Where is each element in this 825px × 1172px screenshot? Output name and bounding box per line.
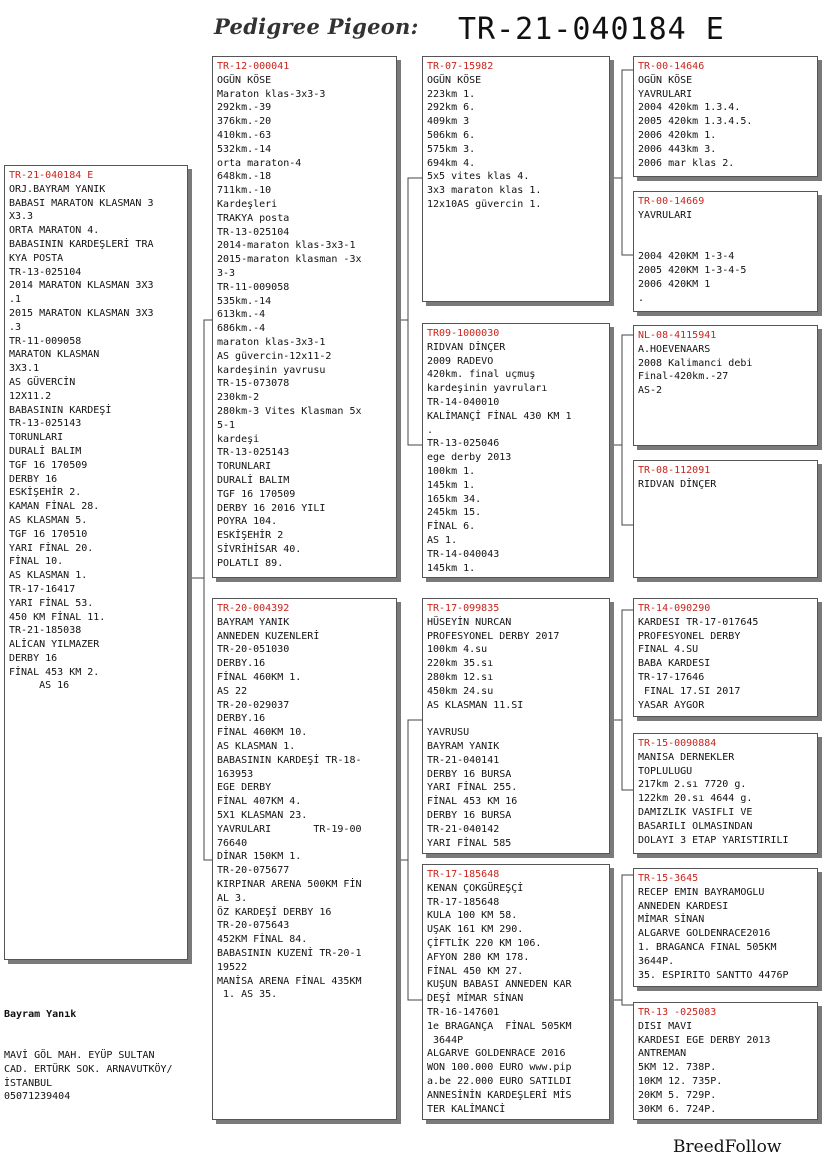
detail-line: 2004 420KM 1-3-4 xyxy=(638,251,735,263)
detail-line: TR-17-185648 xyxy=(427,896,500,908)
detail-line: MARATON KLASMAN xyxy=(9,349,100,361)
detail-line: 3X3.1 xyxy=(9,363,40,375)
ggp7-details xyxy=(638,886,813,983)
detail-line: RECEP EMIN BAYRAMOGLU xyxy=(638,886,765,898)
ggp8-ring-number: TR-13 -025083 xyxy=(638,1007,717,1018)
detail-line: MİMAR SİNAN xyxy=(638,914,705,926)
sire-sire-details xyxy=(427,74,605,212)
detail-line: TR-11-009058 xyxy=(9,335,82,347)
detail-line: FINAL 4.SU xyxy=(638,644,699,656)
detail-line: 2006 443km 3. xyxy=(638,143,717,155)
detail-line: FİNAL 453 KM 16 xyxy=(427,796,518,808)
detail-line: 05071239404 xyxy=(4,1091,71,1103)
detail-line: BASARILI OLMASINDAN xyxy=(638,820,753,832)
detail-line: DERBY 16 xyxy=(9,473,58,485)
detail-line: BABA KARDESI xyxy=(638,658,711,670)
detail-line: kardeşi xyxy=(217,433,260,445)
detail-line: .3 xyxy=(9,321,22,333)
great-grandparent-card-2 xyxy=(633,191,818,312)
detail-line: AS 1. xyxy=(427,534,458,546)
detail-line: TGF 16 170509 xyxy=(9,459,88,471)
detail-line: 165km 34. xyxy=(427,493,482,505)
detail-line: FINAL 17.SI 2017 xyxy=(638,685,741,697)
detail-line: TR-13-025046 xyxy=(427,438,500,450)
detail-line: DERBY 16 BURSA xyxy=(427,768,512,780)
sire-card xyxy=(212,56,397,578)
detail-line: AL 3. xyxy=(217,892,248,904)
detail-line: TGF 16 170510 xyxy=(9,528,88,540)
detail-line: HÜSEYİN NURCAN xyxy=(427,616,512,628)
detail-line: SİVRİHİSAR 40. xyxy=(217,543,302,555)
dam-details xyxy=(217,616,392,1002)
detail-line: AS KLASMAN 1. xyxy=(9,570,88,582)
detail-line: AS güvercin-12x11-2 xyxy=(217,350,332,362)
detail-line: Final-420km.-27 xyxy=(638,371,729,383)
detail-line: 2004 420km 1.3.4. xyxy=(638,102,741,114)
detail-line: ORTA MARATON 4. xyxy=(9,225,100,237)
subject-ring-number: TR-21-040184 E xyxy=(9,170,94,181)
detail-line: TR-15-073078 xyxy=(217,378,290,390)
dam-dam-ring-number: TR-17-185648 xyxy=(427,869,500,880)
ggp5-details xyxy=(638,616,813,713)
detail-line: FİNAL 453 KM 2. xyxy=(9,666,100,678)
detail-line: FİNAL 460KM 1. xyxy=(217,671,302,683)
detail-line: ESKİŞEHİR 2 xyxy=(217,530,284,542)
detail-line: TR-11-009058 xyxy=(217,281,290,293)
detail-line: OGÜN KÖSE xyxy=(427,74,482,86)
detail-line: KYA POSTA xyxy=(9,252,64,264)
detail-line: 3-3 xyxy=(217,267,236,279)
detail-line: KUŞUN BABASI ANNEDEN KAR xyxy=(427,979,572,991)
detail-line: 5-1 xyxy=(217,419,236,431)
detail-line: 220km 35.sı xyxy=(427,658,494,670)
detail-line: İSTANBUL xyxy=(4,1077,53,1089)
owner-contact xyxy=(4,980,173,1118)
detail-line: TR-20-075643 xyxy=(217,920,290,932)
detail-line: PROFESYONEL DERBY xyxy=(638,630,741,642)
detail-line xyxy=(638,236,813,250)
detail-line: FİNAL 6. xyxy=(427,521,476,533)
detail-line: KULA 100 KM 58. xyxy=(427,910,518,922)
detail-line: WON 100.000 EURO www.pip xyxy=(427,1062,572,1074)
detail-line: KALİMANÇİ FİNAL 430 KM 1 xyxy=(427,410,572,422)
subject-details xyxy=(9,183,183,693)
detail-line: 1. AS 35. xyxy=(217,989,278,1001)
detail-line: TR-17-17646 xyxy=(638,671,705,683)
detail-line: MANİSA ARENA FİNAL 435KM xyxy=(217,975,362,987)
dam-card xyxy=(212,598,397,1120)
detail-line: 711km.-10 xyxy=(217,185,272,197)
detail-line: 694km 4. xyxy=(427,157,476,169)
detail-line: TR-16-147601 xyxy=(427,1006,500,1018)
detail-line: 163953 xyxy=(217,768,254,780)
detail-line: 506km 6. xyxy=(427,129,476,141)
dam-sire-card xyxy=(422,598,610,854)
detail-line: ANNESİNİN KARDEŞLERİ MİS xyxy=(427,1089,572,1101)
detail-line xyxy=(638,223,813,237)
detail-line: kardeşinin yavrusu xyxy=(217,364,326,376)
detail-line: TR-13-025143 xyxy=(9,418,82,430)
detail-line: TORUNLARI xyxy=(217,461,272,473)
detail-line: POYRA 104. xyxy=(217,516,278,528)
detail-line: 30KM 6. 724P. xyxy=(638,1103,717,1115)
detail-line: DERBY.16 xyxy=(217,713,266,725)
detail-line: 10KM 12. 735P. xyxy=(638,1075,723,1087)
detail-line: AS 22 xyxy=(217,685,248,697)
detail-line: X3.3 xyxy=(9,211,34,223)
detail-line: 686km.-4 xyxy=(217,323,266,335)
detail-line: YARI FİNAL 20. xyxy=(9,542,94,554)
ggp6-details xyxy=(638,751,813,848)
detail-line: 2015-maraton klasman -3x xyxy=(217,254,362,266)
detail-line: TR-21-040142 xyxy=(427,823,500,835)
detail-line: OGÜN KÖSE xyxy=(638,74,693,86)
detail-line: TR-20-075677 xyxy=(217,865,290,877)
detail-line: KARDESI EGE DERBY 2013 xyxy=(638,1034,771,1046)
detail-line: DISI MAVI xyxy=(638,1020,693,1032)
detail-line: Maraton klas-3x3-3 xyxy=(217,88,326,100)
detail-line: BABASININ KARDEŞİ TR-18- xyxy=(217,754,362,766)
ggp3-ring-number: NL-08-4115941 xyxy=(638,330,717,341)
detail-line: TR-20-029037 xyxy=(217,699,290,711)
detail-line: YAVRULARI xyxy=(638,209,693,221)
detail-line: 230km-2 xyxy=(217,392,260,404)
detail-line: BABASININ KARDEŞİ xyxy=(9,404,112,416)
detail-line: DERBY 16 xyxy=(9,652,58,664)
dam-dam-card xyxy=(422,864,610,1120)
detail-line: TR-21-040141 xyxy=(427,754,500,766)
detail-line: ÖZ KARDEŞİ DERBY 16 xyxy=(217,906,332,918)
detail-line: 3x3 maraton klas 1. xyxy=(427,185,542,197)
detail-line: YARI FİNAL 53. xyxy=(9,597,94,609)
detail-line: DERBY.16 xyxy=(217,658,266,670)
detail-line: POLATLI 89. xyxy=(217,557,284,569)
detail-line: ANTREMAN xyxy=(638,1048,687,1060)
detail-line: KARDESI TR-17-017645 xyxy=(638,616,759,628)
detail-line: 409km 3 xyxy=(427,116,470,128)
brand-footer: BreedFollow xyxy=(673,1137,782,1157)
sire-sire-ring-number: TR-07-15982 xyxy=(427,61,494,72)
detail-line: 532km.-14 xyxy=(217,143,272,155)
detail-line: MANISA DERNEKLER xyxy=(638,751,735,763)
detail-line: ANNEDEN KUZENLERİ xyxy=(217,630,320,642)
detail-line: 3644P. xyxy=(638,955,675,967)
detail-line: BABASI MARATON KLASMAN 3 xyxy=(9,197,154,209)
detail-line: YAVRUSU xyxy=(427,727,470,739)
detail-line: TGF 16 170509 xyxy=(217,488,296,500)
detail-line: . xyxy=(638,292,645,304)
detail-line: 2006 420KM 1 xyxy=(638,278,711,290)
great-grandparent-card-1 xyxy=(633,56,818,177)
detail-line: 535km.-14 xyxy=(217,295,272,307)
detail-line: 12X11.2 xyxy=(9,390,52,402)
detail-line: ANNEDEN KARDESI xyxy=(638,900,729,912)
detail-line: DİNAR 150KM 1. xyxy=(217,851,302,863)
detail-line: maraton klas-3x3-1 xyxy=(217,336,326,348)
detail-line: 12x10AS güvercin 1. xyxy=(427,198,542,210)
detail-line: MAVİ GÖL MAH. EYÜP SULTAN xyxy=(4,1049,155,1061)
detail-line: 5X1 KLASMAN 23. xyxy=(217,809,308,821)
detail-line: 2014-maraton klas-3x3-1 xyxy=(217,240,356,252)
detail-line: YARI FİNAL 255. xyxy=(427,782,518,794)
subject-pigeon-card xyxy=(4,165,188,960)
detail-line: 100km 4.su xyxy=(427,644,488,656)
detail-line: 217km 2.sı 7720 g. xyxy=(638,779,747,791)
detail-line: Kardeşleri xyxy=(217,198,278,210)
detail-line: 2005 420km 1.3.4.5. xyxy=(638,116,753,128)
detail-line: DOLAYI 3 ETAP YARISTIRILI xyxy=(638,834,789,846)
detail-line: KIRPINAR ARENA 500KM FİN xyxy=(217,878,362,890)
detail-line: ege derby 2013 xyxy=(427,452,512,464)
detail-line: 575km 3. xyxy=(427,143,476,155)
detail-line: AS KLASMAN 11.SI xyxy=(427,699,524,711)
detail-line: 2006 mar klas 2. xyxy=(638,157,735,169)
detail-line: 1. BRAGANCA FINAL 505KM xyxy=(638,941,777,953)
detail-line: YARI FİNAL 585 xyxy=(427,837,512,849)
detail-line: TR-21-185038 xyxy=(9,625,82,637)
dam-sire-details xyxy=(427,616,605,851)
detail-line: TR-20-051030 xyxy=(217,644,290,656)
detail-line: 1e BRAGANÇA FİNAL 505KM xyxy=(427,1020,572,1032)
detail-line: 35. ESPIRITO SANTTO 4476P xyxy=(638,969,789,981)
detail-line: 410km.-63 xyxy=(217,129,272,141)
detail-line: AS GÜVERCİN xyxy=(9,376,76,388)
detail-line: RIDVAN DİNÇER xyxy=(638,478,717,490)
detail-line: DURALİ BALIM xyxy=(217,474,290,486)
detail-line: KAMAN FİNAL 28. xyxy=(9,501,100,513)
detail-line: orta maraton-4 xyxy=(217,157,302,169)
detail-line: EGE DERBY xyxy=(217,782,272,794)
dam-ring-number: TR-20-004392 xyxy=(217,603,290,614)
pedigree-label: Pedigree Pigeon: xyxy=(214,14,419,39)
detail-line: TER KALİMANCİ xyxy=(427,1103,506,1115)
detail-line: TR-14-040010 xyxy=(427,396,500,408)
great-grandparent-card-3 xyxy=(633,325,818,446)
detail-line: PROFESYONEL DERBY 2017 xyxy=(427,630,560,642)
detail-line: TRAKYA posta xyxy=(217,212,290,224)
detail-line: TR-13-025104 xyxy=(217,226,290,238)
detail-line: 19522 xyxy=(217,961,248,973)
detail-line: CAD. ERTÜRK SOK. ARNAVUTKÖY/ xyxy=(4,1063,173,1075)
detail-line: 648km.-18 xyxy=(217,171,272,183)
detail-line: 280km 12.sı xyxy=(427,671,494,683)
detail-line: 292km 6. xyxy=(427,102,476,114)
sire-details xyxy=(217,74,392,571)
detail-line: AS 16 xyxy=(9,680,70,692)
detail-line: 2009 RADEVO xyxy=(427,355,494,367)
ggp5-ring-number: TR-14-090290 xyxy=(638,603,711,614)
detail-line: 376km.-20 xyxy=(217,116,272,128)
detail-line: 2006 420km 1. xyxy=(638,129,717,141)
detail-line: . xyxy=(427,424,434,436)
great-grandparent-card-8 xyxy=(633,1002,818,1120)
detail-line: BAYRAM YANIK xyxy=(427,740,500,752)
ggp8-details xyxy=(638,1020,813,1117)
great-grandparent-card-7 xyxy=(633,868,818,987)
detail-line: ALGARVE GOLDENRACE2016 xyxy=(638,928,771,940)
detail-line: TORUNLARI xyxy=(9,432,64,444)
detail-line: FİNAL 10. xyxy=(9,556,64,568)
detail-line: 2015 MARATON KLASMAN 3X3 xyxy=(9,307,154,319)
detail-line: OGÜN KÖSE xyxy=(217,74,272,86)
detail-line xyxy=(427,712,605,726)
detail-line: FİNAL 460KM 10. xyxy=(217,727,308,739)
detail-line: AFYON 280 KM 178. xyxy=(427,951,530,963)
detail-line: 613km.-4 xyxy=(217,309,266,321)
detail-line: DAMIZLIK VASIFLI VE xyxy=(638,806,753,818)
detail-line: TR-17-16417 xyxy=(9,583,76,595)
detail-line: DERBY 16 2016 YILI xyxy=(217,502,326,514)
detail-line: ESKİŞEHİR 2. xyxy=(9,487,82,499)
header-ring-number: TR-21-040184 E xyxy=(458,12,725,47)
detail-line: RIDVAN DİNÇER xyxy=(427,341,506,353)
sire-dam-ring-number: TR09-1000030 xyxy=(427,328,500,339)
ggp2-ring-number: TR-00-14669 xyxy=(638,196,705,207)
detail-line: 5x5 vites klas 4. xyxy=(427,171,530,183)
detail-line: 223km 1. xyxy=(427,88,476,100)
owner-name: Bayram Yanık xyxy=(4,1008,77,1020)
detail-line: AS KLASMAN 1. xyxy=(217,740,296,752)
ggp1-ring-number: TR-00-14646 xyxy=(638,61,705,72)
detail-line: YAVRULARI TR-19-00 xyxy=(217,823,362,835)
detail-line: A.HOEVENAARS xyxy=(638,343,711,355)
detail-line: 145km 1. xyxy=(427,479,476,491)
detail-line: 452KM FİNAL 84. xyxy=(217,934,308,946)
detail-line: 3644P xyxy=(427,1034,464,1046)
sire-dam-card xyxy=(422,323,610,578)
ggp1-details xyxy=(638,74,813,171)
detail-line: BABASININ KUZENİ TR-20-1 xyxy=(217,947,362,959)
detail-line: FİNAL 450 KM 27. xyxy=(427,965,524,977)
ggp7-ring-number: TR-15-3645 xyxy=(638,873,699,884)
detail-line: BABASININ KARDEŞLERİ TRA xyxy=(9,238,154,250)
detail-line: TR-13-025104 xyxy=(9,266,82,278)
detail-line: TOPLULUGU xyxy=(638,765,693,777)
detail-line: 450km 24.su xyxy=(427,685,494,697)
detail-line: YASAR AYGOR xyxy=(638,699,705,711)
great-grandparent-card-5 xyxy=(633,598,818,717)
detail-line: AS-2 xyxy=(638,385,663,397)
detail-line: a.be 22.000 EURO SATILDI xyxy=(427,1075,572,1087)
detail-line: AS KLASMAN 5. xyxy=(9,514,88,526)
detail-line: TR-14-040043 xyxy=(427,548,500,560)
detail-line: 2005 420KM 1-3-4-5 xyxy=(638,264,747,276)
detail-line: ORJ.BAYRAM YANIK xyxy=(9,183,106,195)
detail-line: 245km 15. xyxy=(427,507,482,519)
detail-line: ALGARVE GOLDENRACE 2016 xyxy=(427,1048,566,1060)
detail-line: 20KM 5. 729P. xyxy=(638,1089,717,1101)
detail-line: DURALİ BALIM xyxy=(9,445,82,457)
detail-line: 5KM 12. 738P. xyxy=(638,1062,717,1074)
detail-line: UŞAK 161 KM 290. xyxy=(427,924,524,936)
sire-dam-details xyxy=(427,341,605,576)
detail-line: FİNAL 407KM 4. xyxy=(217,796,302,808)
dam-sire-ring-number: TR-17-099835 xyxy=(427,603,500,614)
detail-line: .1 xyxy=(9,294,22,306)
detail-line: 450 KM FİNAL 11. xyxy=(9,611,106,623)
detail-line: ALİCAN YILMAZER xyxy=(9,639,100,651)
detail-line: ÇİFTLİK 220 KM 106. xyxy=(427,937,542,949)
detail-line: 76640 xyxy=(217,837,248,849)
detail-line: DEŞİ MİMAR SİNAN xyxy=(427,993,524,1005)
ggp3-details xyxy=(638,343,813,398)
detail-line: 292km.-39 xyxy=(217,102,272,114)
detail-line: 2014 MARATON KLASMAN 3X3 xyxy=(9,280,154,292)
detail-line: 280km-3 Vites Klasman 5x xyxy=(217,405,362,417)
great-grandparent-card-4 xyxy=(633,460,818,578)
owner-address-lines xyxy=(4,1049,173,1104)
detail-line: 122km 20.sı 4644 g. xyxy=(638,793,753,805)
detail-line: kardeşinin yavruları xyxy=(427,383,548,395)
detail-line: 100km 1. xyxy=(427,465,476,477)
ggp4-ring-number: TR-08-112091 xyxy=(638,465,711,476)
ggp2-details xyxy=(638,209,813,306)
dam-dam-details xyxy=(427,882,605,1117)
detail-line: DERBY 16 BURSA xyxy=(427,809,512,821)
ggp6-ring-number: TR-15-0090884 xyxy=(638,738,717,749)
detail-line: KENAN ÇOKGÜREŞÇİ xyxy=(427,882,524,894)
detail-line: 420km. final uçmuş xyxy=(427,369,536,381)
detail-line: TR-13-025143 xyxy=(217,447,290,459)
great-grandparent-card-6 xyxy=(633,733,818,854)
ggp4-details xyxy=(638,478,813,492)
detail-line: YAVRULARI xyxy=(638,88,693,100)
detail-line: BAYRAM YANIK xyxy=(217,616,290,628)
detail-line: 2008 Kalimanci debi xyxy=(638,357,753,369)
sire-ring-number: TR-12-000041 xyxy=(217,61,290,72)
detail-line: 145km 1. xyxy=(427,562,476,574)
sire-sire-card xyxy=(422,56,610,302)
